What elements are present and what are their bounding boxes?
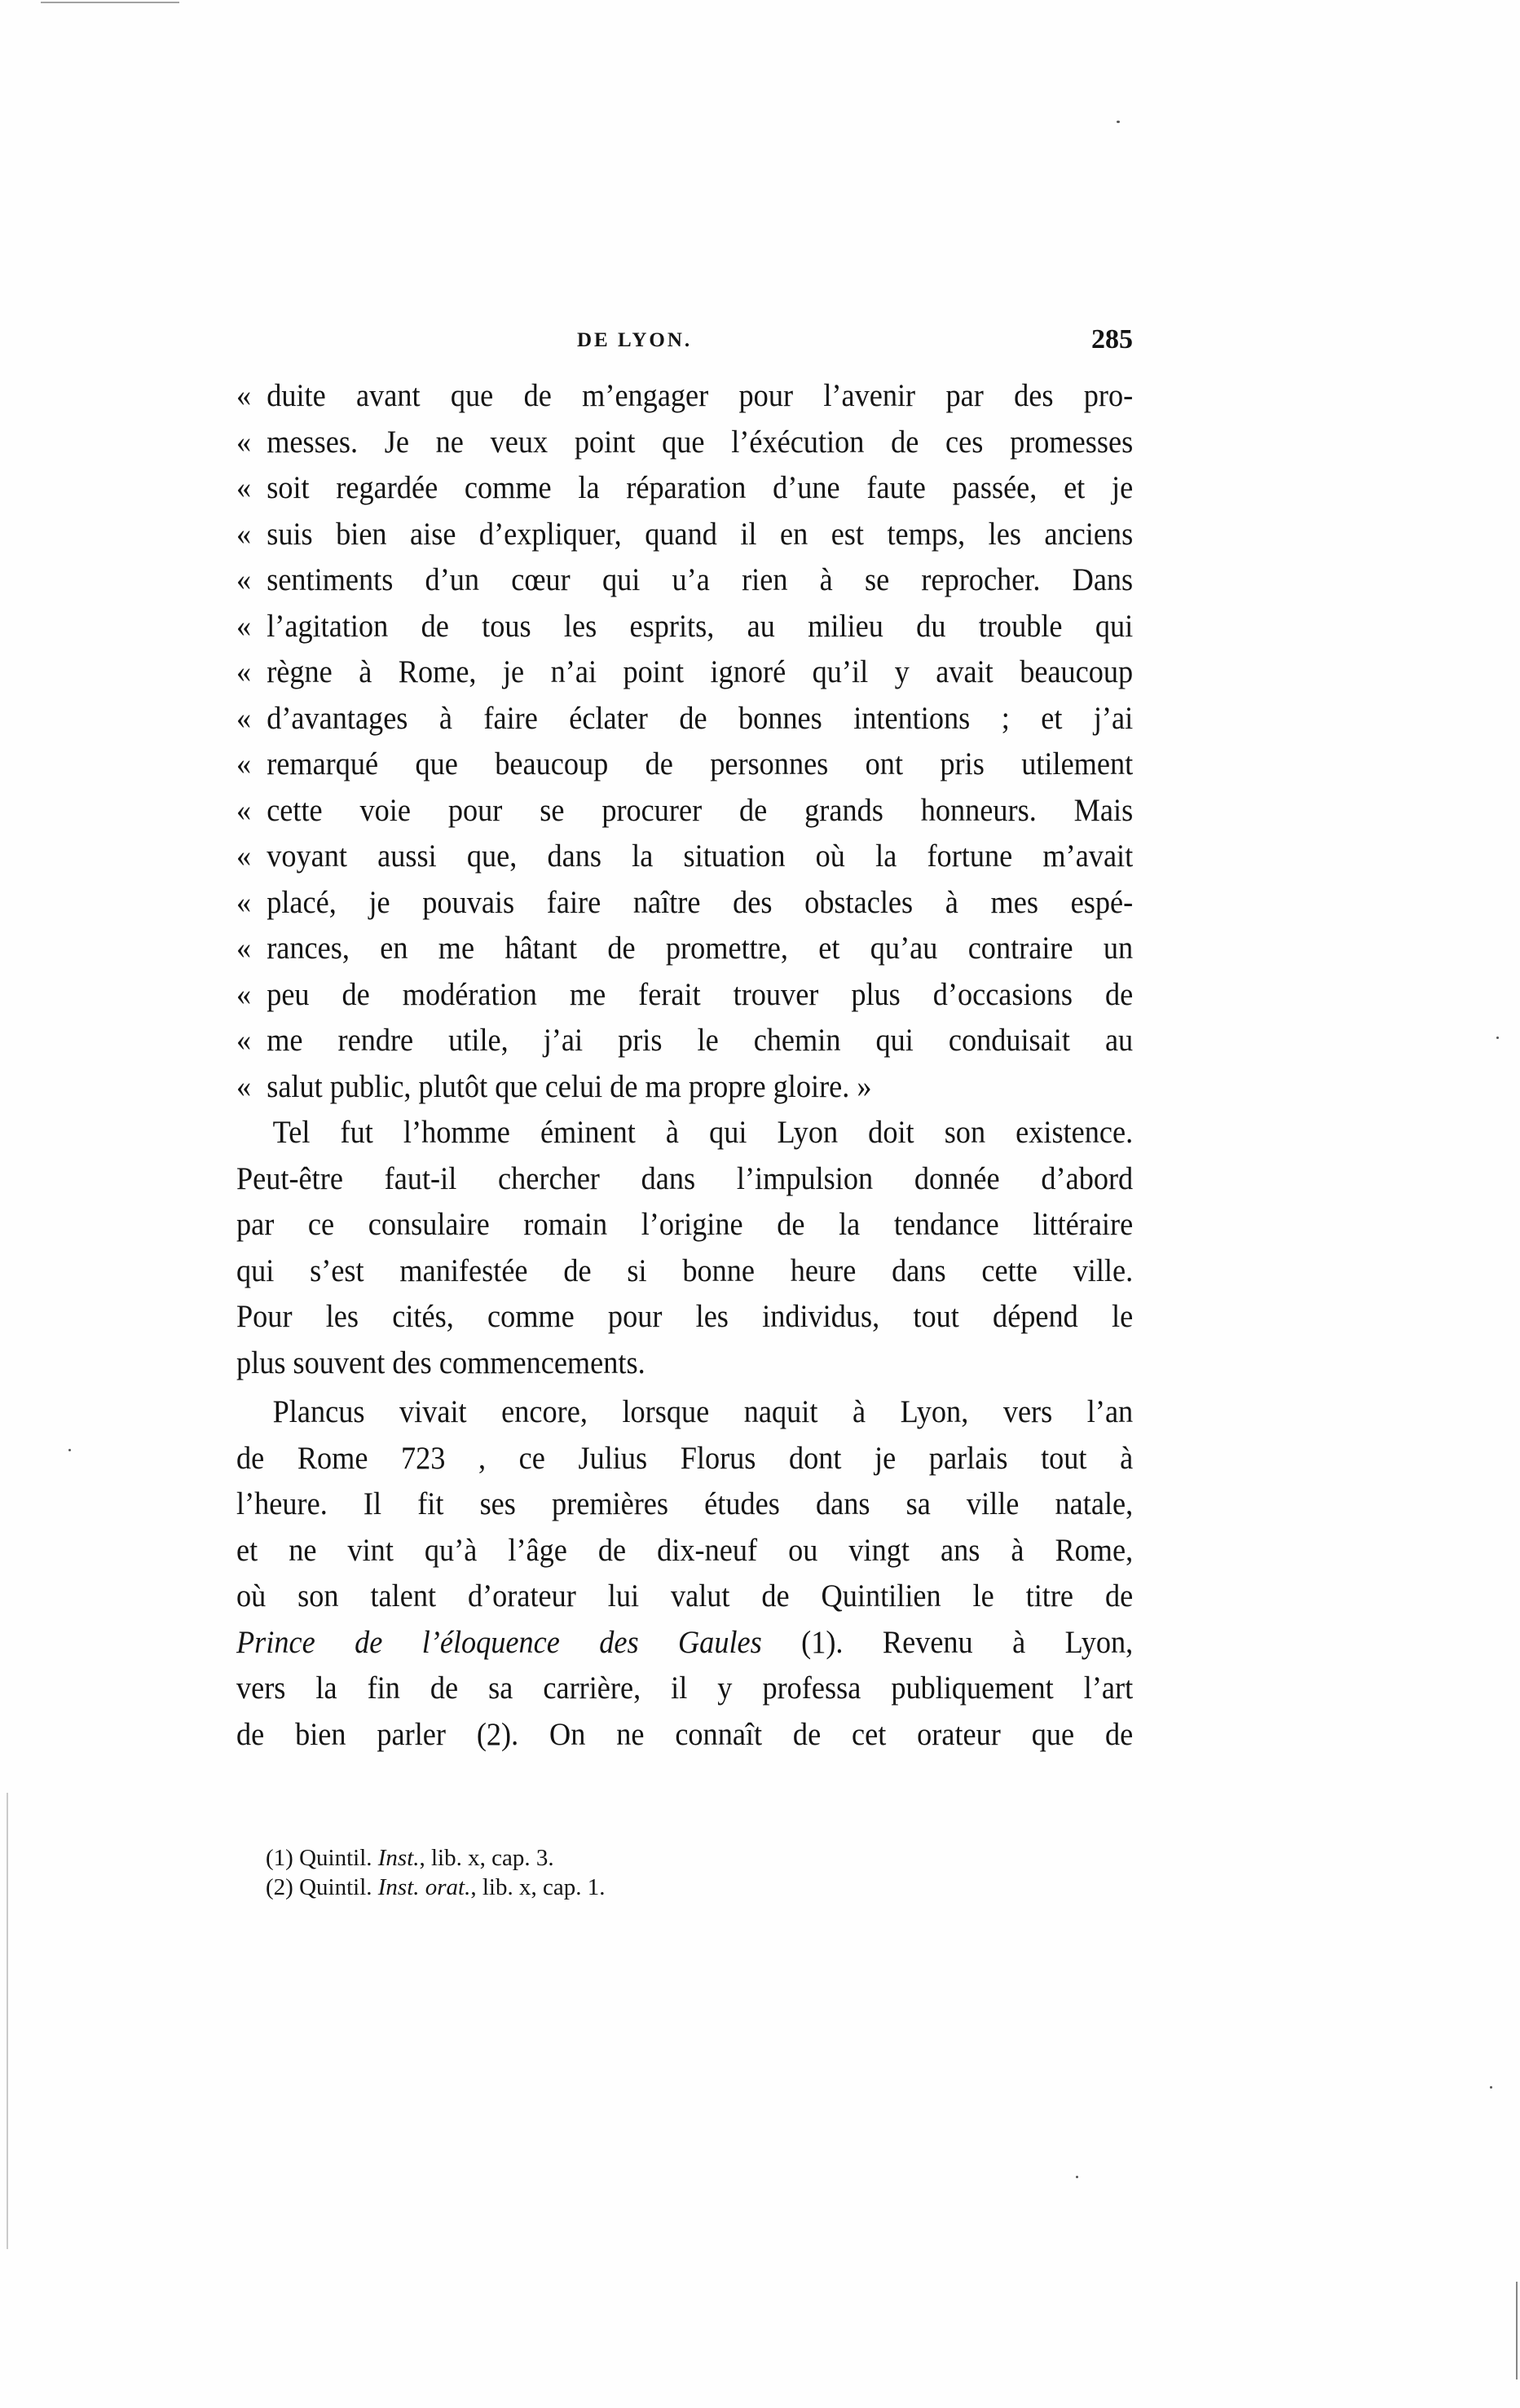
quote-line: « l’agitation de tous les esprits, au milieu du trouble qui <box>236 604 1133 650</box>
quote-line: « règne à Rome, je n’ai point ignoré qu’il y avait beaucoup <box>236 649 1133 696</box>
scan-right-edge-mark <box>1516 2282 1518 2379</box>
guillemet: « <box>236 654 252 689</box>
scan-speck <box>1117 121 1120 123</box>
paragraph-line: de bien parler (2). On ne connaît de cet orateur que de <box>236 1716 1134 1752</box>
quote-line: « peu de modération me ferait trouver plus d’occasions de <box>236 972 1133 1019</box>
paragraph-line: qui s’est manifestée de si bonne heure dans cette ville. <box>236 1252 1134 1288</box>
guillemet: « <box>236 931 252 966</box>
italic-title: Prince de l’éloquence des Gaules <box>236 1624 762 1660</box>
guillemet: « <box>236 884 252 920</box>
paragraph-line: Tel fut l’homme éminent à qui Lyon doit son existence. <box>272 1115 1134 1150</box>
paragraph-line: l’heure. Il fit ses premières études dans sa ville natale, <box>236 1486 1134 1521</box>
footnote: (2) Quintil. Inst. orat., lib. x, cap. 1. <box>266 1874 606 1900</box>
guillemet: « <box>236 608 252 644</box>
paragraph-line: vers la fin de sa carrière, il y professa publiquement l’art <box>236 1671 1134 1706</box>
scan-top-edge-mark <box>41 2 179 3</box>
paragraph-line: Prince de l’éloquence des Gaules (1). Revenu à Lyon, <box>236 1624 1134 1660</box>
quoted-passage <box>236 373 1133 1110</box>
quote-line: « me rendre utile, j’ai pris le chemin qui conduisait au <box>236 1018 1133 1064</box>
quote-line: « voyant aussi que, dans la situation où la fortune m’avait <box>236 834 1133 880</box>
guillemet: « <box>236 1023 252 1058</box>
paragraph-line: par ce consulaire romain l’origine de la tendance littéraire <box>236 1207 1134 1242</box>
page-number: 285 <box>1091 324 1133 354</box>
running-head <box>236 324 1133 357</box>
footnote-number: (1) <box>266 1845 293 1871</box>
footnotes <box>266 1843 605 1902</box>
guillemet: « <box>236 424 252 460</box>
guillemet: « <box>236 1068 252 1104</box>
paragraph <box>236 1389 1133 1758</box>
guillemet: « <box>236 378 252 413</box>
guillemet: « <box>236 562 252 597</box>
quote-line: « cette voie pour se procurer de grands honneurs. Mais <box>236 788 1133 834</box>
quote-line: « salut public, plutôt que celui de ma propre gloire. » <box>236 1064 1133 1111</box>
paragraph <box>236 1110 1133 1386</box>
footnote-number: (2) <box>266 1874 293 1900</box>
scan-speck <box>1490 2086 1492 2089</box>
guillemet: « <box>236 792 252 828</box>
quote-line: « rances, en me hâtant de promettre, et qu’au contraire un <box>236 926 1133 972</box>
paragraph-line: Plancus vivait encore, lorsque naquit à Lyon, vers l’an <box>272 1394 1134 1429</box>
paragraph-line: et ne vint qu’à l’âge de dix-neuf ou vingt ans à Rome, <box>236 1532 1134 1568</box>
footnote: (1) Quintil. Inst., lib. x, cap. 3. <box>266 1845 554 1871</box>
guillemet: « <box>236 746 252 781</box>
quote-line: « remarqué que beaucoup de personnes ont pris utilement <box>236 742 1133 788</box>
guillemet: « <box>236 839 252 874</box>
paragraph-line: Peut-être faut-il chercher dans l’impulsion donnée d’abord <box>236 1160 1134 1196</box>
quote-line: « placé, je pouvais faire naître des obstacles à mes espé- <box>236 880 1133 927</box>
quote-line: « messes. Je ne veux point que l’éxécution de ces promesses <box>236 420 1133 466</box>
quote-line: « sentiments d’un cœur qui u’a rien à se reprocher. Dans <box>236 557 1133 604</box>
paragraph-line: plus souvent des commencements. <box>236 1345 645 1380</box>
running-title: DE LYON. <box>577 329 693 351</box>
text-block <box>236 373 1133 1758</box>
quote-line: « d’avantages à faire éclater de bonnes intentions ; et j’ai <box>236 696 1133 742</box>
paragraph-line: de Rome 723 , ce Julius Florus dont je parlais tout à <box>236 1440 1134 1476</box>
scan-speck <box>1076 2176 1078 2178</box>
scan-speck <box>68 1449 71 1451</box>
scan-left-edge-mark <box>7 1793 8 2249</box>
quote-line: « soit regardée comme la réparation d’une faute passée, et je <box>236 465 1133 512</box>
quote-line: « suis bien aise d’expliquer, quand il en est temps, les anciens <box>236 512 1133 558</box>
paragraph-line: Pour les cités, comme pour les individus, tout dépend le <box>236 1299 1134 1334</box>
guillemet: « <box>236 516 252 552</box>
scan-speck <box>1496 1037 1499 1039</box>
guillemet: « <box>236 700 252 736</box>
guillemet: « <box>236 470 252 505</box>
paragraph-line: où son talent d’orateur lui valut de Quintilien le titre de <box>236 1578 1134 1613</box>
quote-line: « duite avant que de m’engager pour l’avenir par des pro- <box>236 373 1133 420</box>
guillemet: « <box>236 976 252 1012</box>
